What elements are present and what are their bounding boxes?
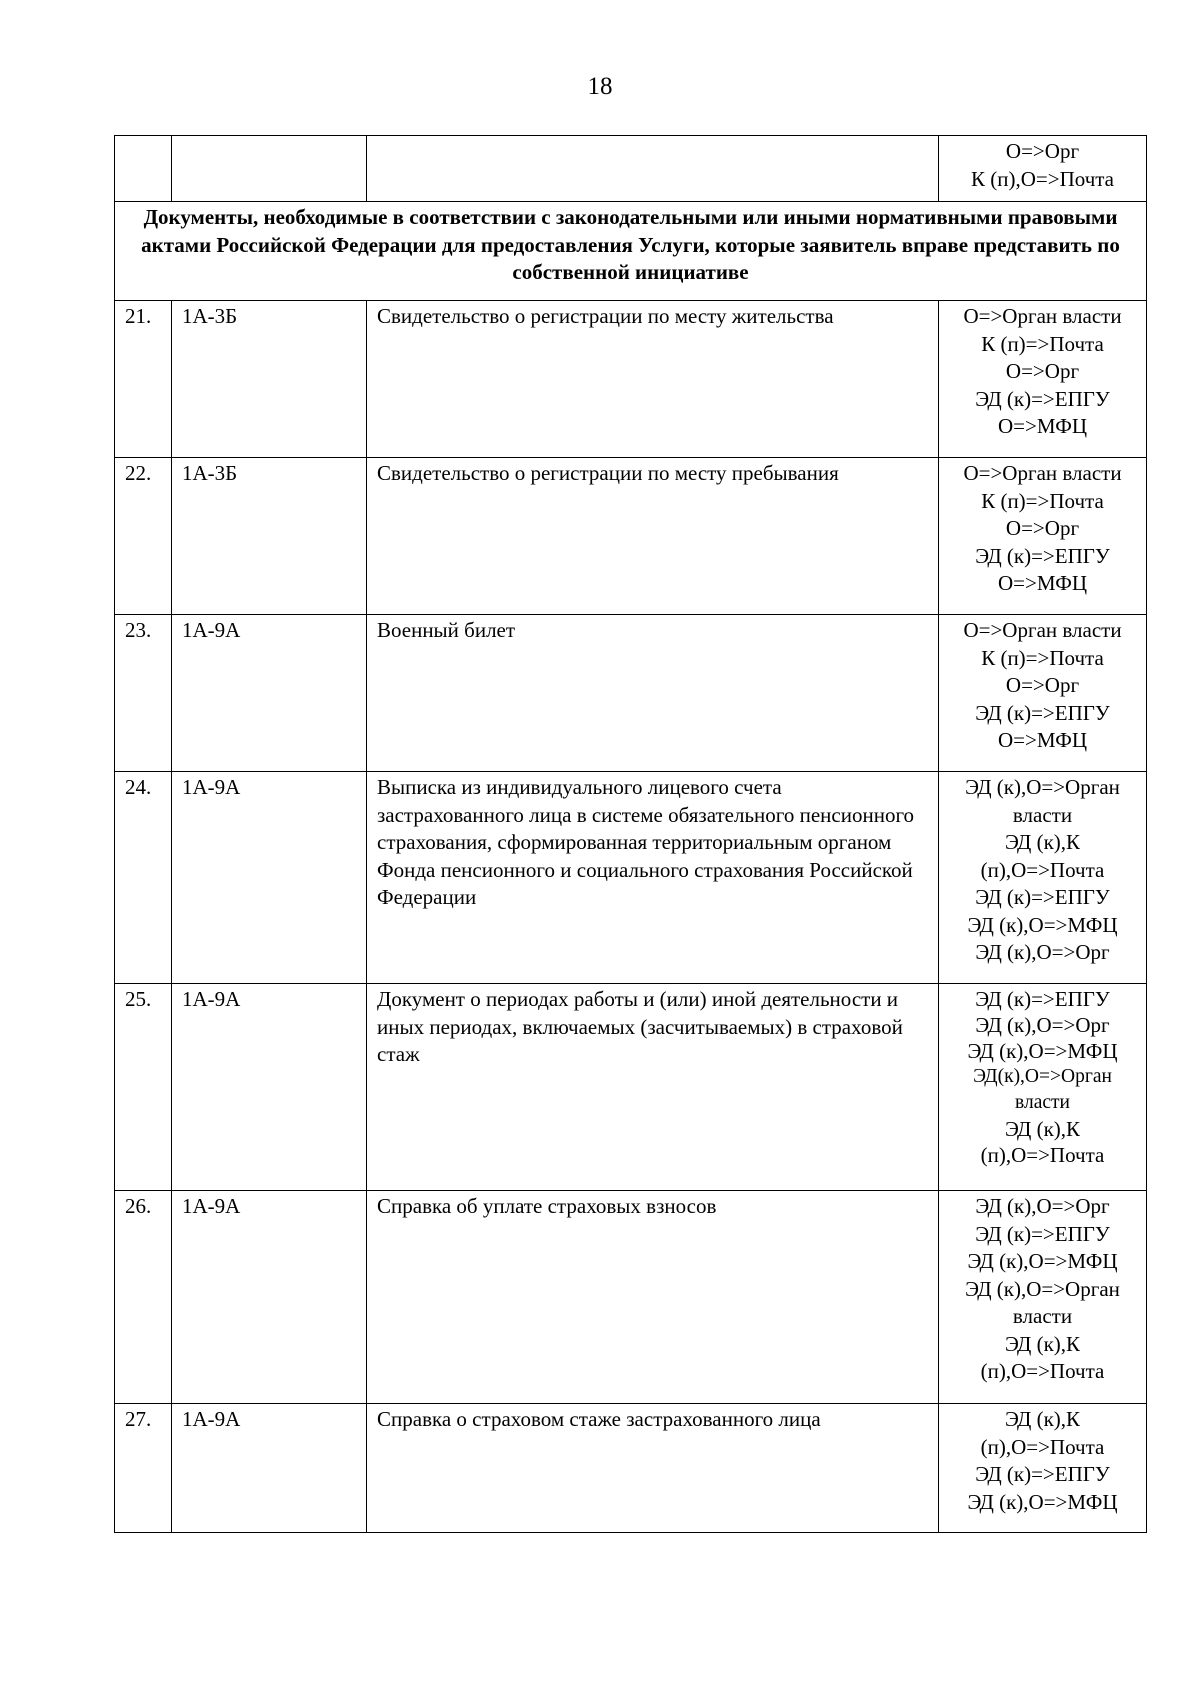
table-row [115,1404,1147,1533]
method-line: ЭД (к),К [1004,1117,1081,1141]
method-line: О=>МФЦ [997,414,1087,438]
method-line: О=>Орган власти [963,618,1122,642]
page-number: 18 [587,73,613,100]
method-line: ЭД (к),О=>МФЦ [967,1039,1118,1063]
row-number: 25. [115,984,172,1191]
document-title: Документ о периодах работы и (или) иной деятельности и иных периодах, включаемых (засчитываемых) в страховой стаж [367,984,939,1191]
method-line: ЭД (к),О=>Орг [975,1194,1110,1218]
document-code: 1А-9А [172,615,367,772]
method-line: ЭД (к),О=>МФЦ [967,1489,1118,1514]
document-code: 1А-3Б [172,301,367,458]
document-title: Военный билет [367,615,939,772]
document-title: Справка о страховом стаже застрахованного лица [367,1404,939,1533]
method-line: К (п),О=>Почта [970,166,1115,191]
section-header-row [115,202,1147,301]
method-line: ЭД (к),К [1004,830,1081,854]
row-number: 26. [115,1191,172,1404]
row-number: 21. [115,301,172,458]
documents-table [114,135,1147,1533]
method-line: ЭД (к)=>ЕПГУ [975,700,1110,725]
method-line: власти [1012,802,1073,827]
document-title: Свидетельство о регистрации по месту пребывания [367,458,939,615]
row-number [115,136,172,202]
table-row [115,615,1147,772]
submission-methods [939,1404,1147,1533]
method-line: О=>Орг [1005,359,1080,383]
row-number: 23. [115,615,172,772]
submission-methods [939,1191,1147,1404]
method-line: ЭД (к)=>ЕПГУ [975,1462,1110,1486]
method-line: О=>МФЦ [997,728,1087,752]
row-number: 24. [115,772,172,984]
method-line: К (п)=>Почта [981,488,1104,513]
document-title [367,136,939,202]
method-line: О=>Орг [1005,673,1080,697]
table-row [115,301,1147,458]
method-line: ЭД (к),О=>Орган [965,1276,1120,1301]
row-number: 27. [115,1404,172,1533]
table-row [115,772,1147,984]
method-line: ЭД (к),О=>Орган [965,775,1120,799]
method-line: ЭД (к),К [1004,1407,1081,1431]
row-number: 22. [115,458,172,615]
table-row [115,136,1147,202]
method-line: О=>Орг [1005,516,1080,540]
method-line: власти [1012,1304,1073,1328]
document-code: 1А-9А [172,772,367,984]
method-line: (п),О=>Почта [980,1359,1105,1383]
method-line: К (п)=>Почта [981,645,1104,670]
document-code: 1А-9А [172,984,367,1191]
method-line: ЭД (к),О=>Орг [975,1013,1110,1037]
method-line: (п),О=>Почта [980,1434,1105,1459]
method-line: ЭД (к)=>ЕПГУ [975,885,1110,909]
method-line: О=>Орг [1005,139,1080,163]
method-line: (п),О=>Почта [980,857,1105,882]
document-code [172,136,367,202]
document-code: 1А-9А [172,1404,367,1533]
method-line: ЭД (к),К [1004,1331,1081,1356]
table-row [115,1191,1147,1404]
method-line: О=>МФЦ [997,571,1087,595]
table-row [115,984,1147,1191]
submission-methods [939,772,1147,984]
submission-methods [939,136,1147,202]
submission-methods [939,615,1147,772]
submission-methods [939,984,1147,1191]
document-title: Свидетельство о регистрации по месту жительства [367,301,939,458]
method-line: власти [1015,1092,1070,1113]
method-line: ЭД (к),О=>МФЦ [967,912,1118,937]
method-line: ЭД (к)=>ЕПГУ [975,543,1110,568]
submission-methods [939,301,1147,458]
method-line: ЭД (к),О=>Орг [975,940,1110,964]
table-row [115,458,1147,615]
method-line: ЭД (к)=>ЕПГУ [975,987,1110,1011]
method-line: ЭД (к)=>ЕПГУ [975,1221,1110,1246]
method-line: О=>Орган власти [963,461,1122,485]
method-line: К (п)=>Почта [981,331,1104,356]
method-line: (п),О=>Почта [980,1143,1105,1167]
submission-methods [939,458,1147,615]
method-line: О=>Орган власти [963,304,1122,328]
section-header: Документы, необходимые в соответствии с законодательными или иными нормативными правовыми актами Российской Федерации для предоставления Услуги, которые заявитель вправе представить по собственной инициативе [115,202,1147,301]
method-line: ЭД(к),О=>Орган [973,1066,1112,1087]
document-code: 1А-9А [172,1191,367,1404]
method-line: ЭД (к)=>ЕПГУ [975,386,1110,411]
document-title: Справка об уплате страховых взносов [367,1191,939,1404]
document-title: Выписка из индивидуального лицевого счета застрахованного лица в системе обязательного пенсионного страхования, сформированная территориальным органом Фонда пенсионного и социального страхования Российской Федерации [367,772,939,984]
document-code: 1А-3Б [172,458,367,615]
method-line: ЭД (к),О=>МФЦ [967,1249,1118,1273]
